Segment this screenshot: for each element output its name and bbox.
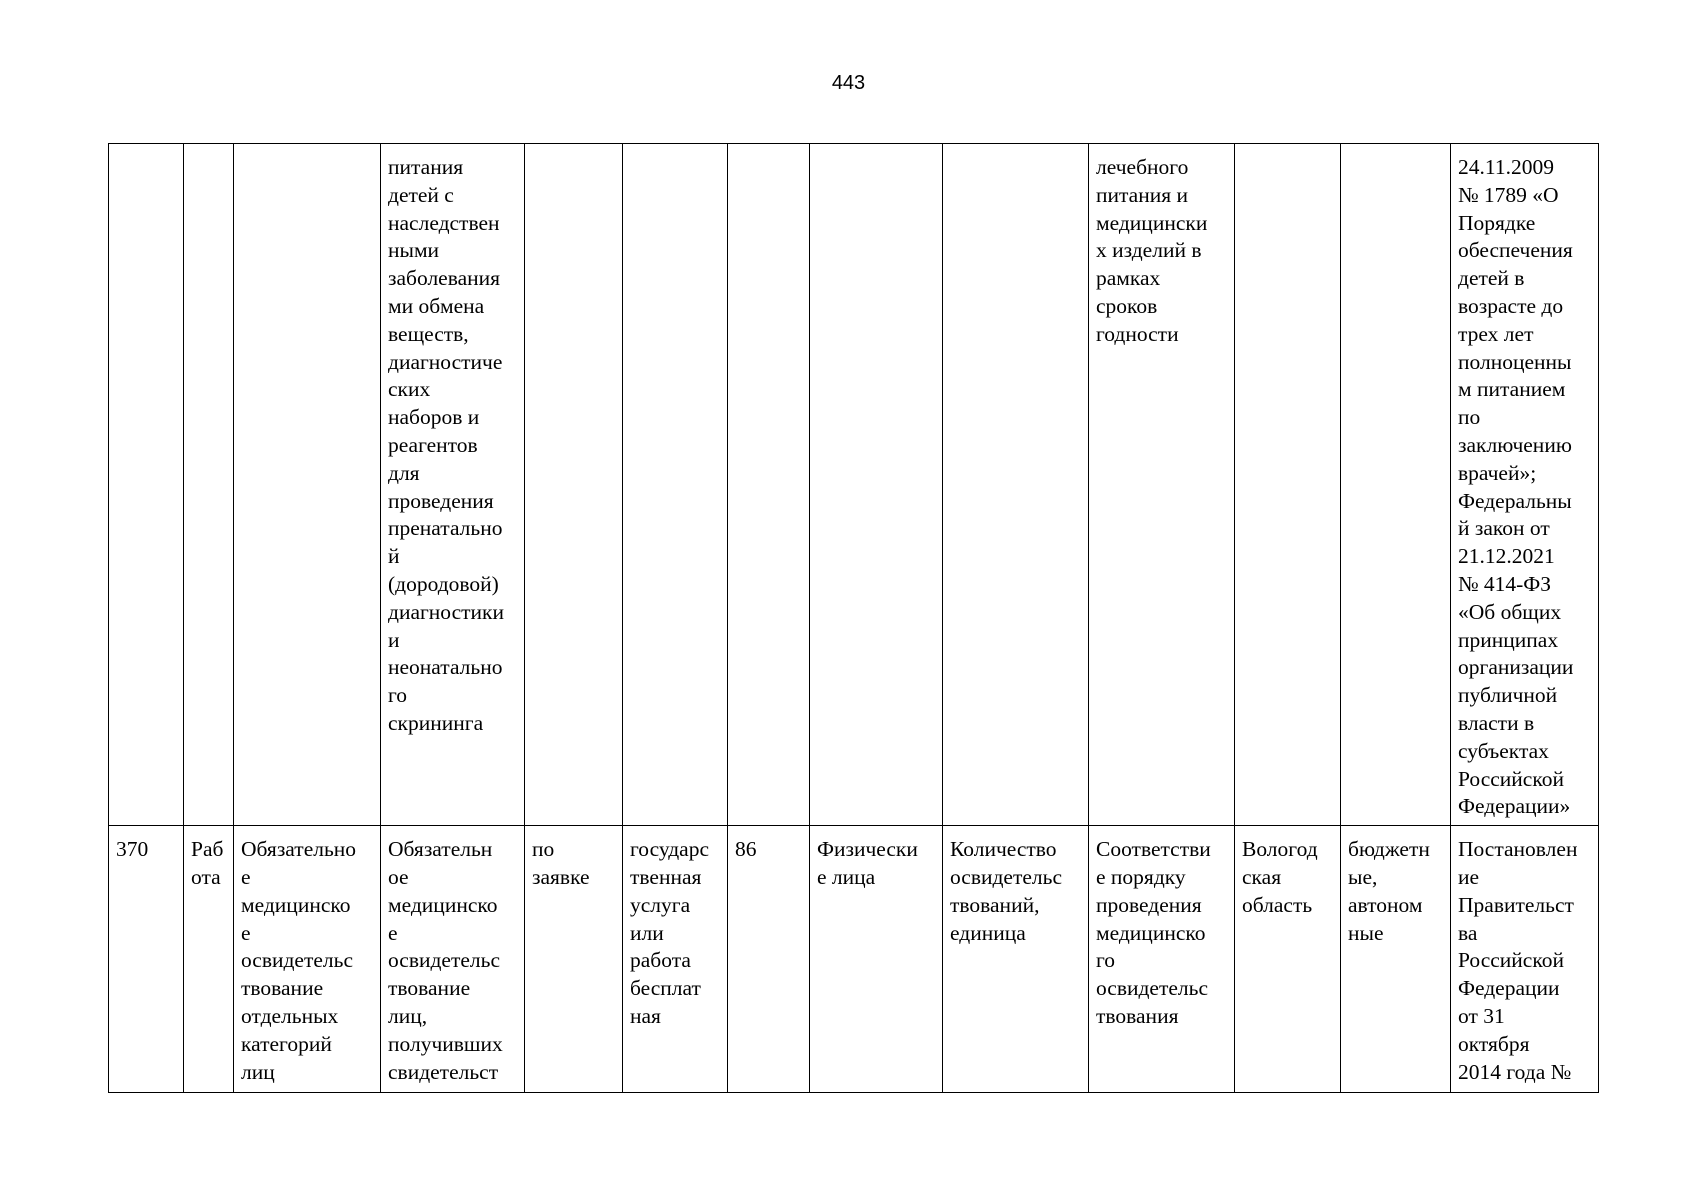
registry-table	[108, 143, 1599, 1093]
cell-content: Обязательн ое медицинско е освидетельс твование лиц, получивших свидетельст	[381, 826, 525, 1093]
cell-quality-indicator: Соответстви е порядку проведения медицинско го освидетельс твования	[1089, 826, 1235, 1093]
page-number: 443	[831, 72, 866, 94]
cell-institution-type	[1341, 144, 1451, 826]
cell-recipients	[810, 144, 943, 826]
cell-type: Раб ота	[184, 826, 234, 1093]
cell-payment: государс твенная услуга или работа бесплат ная	[623, 826, 728, 1093]
cell-condition	[525, 144, 623, 826]
cell-condition: по заявке	[525, 826, 623, 1093]
table-row-370	[109, 826, 1599, 1093]
cell-quality-indicator: лечебного питания и медицински х изделий в рамках сроков годности	[1089, 144, 1235, 826]
table-row-continued	[109, 144, 1599, 826]
cell-content: питания детей с наследствен ными заболевания ми обмена веществ, диагностиче ских наборов и реагентов для проведения пренатально й (дородовой) диагностики и неонатально го скрининга	[381, 144, 525, 826]
cell-type	[184, 144, 234, 826]
cell-legal-basis: 24.11.2009 № 1789 «О Порядке обеспечения детей в возрасте до трех лет полноценны м питанием по заключению врачей»; Федеральны й закон от 21.12.2021 № 414-ФЗ «Об общих принципах организации публичной власти в субъектах Российской Федерации»	[1451, 144, 1599, 826]
cell-volume-indicator	[943, 144, 1089, 826]
cell-recipients: Физически е лица	[810, 826, 943, 1093]
cell-region: Вологод ская область	[1235, 826, 1341, 1093]
cell-code: 86	[728, 826, 810, 1093]
cell-institution-type: бюджетн ые, автоном ные	[1341, 826, 1451, 1093]
cell-number: 370	[109, 826, 184, 1093]
cell-volume-indicator: Количество освидетельс твований, единица	[943, 826, 1089, 1093]
cell-number	[109, 144, 184, 826]
cell-region	[1235, 144, 1341, 826]
cell-name: Обязательно е медицинско е освидетельс твование отдельных категорий лиц	[234, 826, 381, 1093]
cell-legal-basis: Постановлен ие Правительст ва Российской Федерации от 31 октября 2014 года №	[1451, 826, 1599, 1093]
cell-code	[728, 144, 810, 826]
cell-name	[234, 144, 381, 826]
cell-payment	[623, 144, 728, 826]
